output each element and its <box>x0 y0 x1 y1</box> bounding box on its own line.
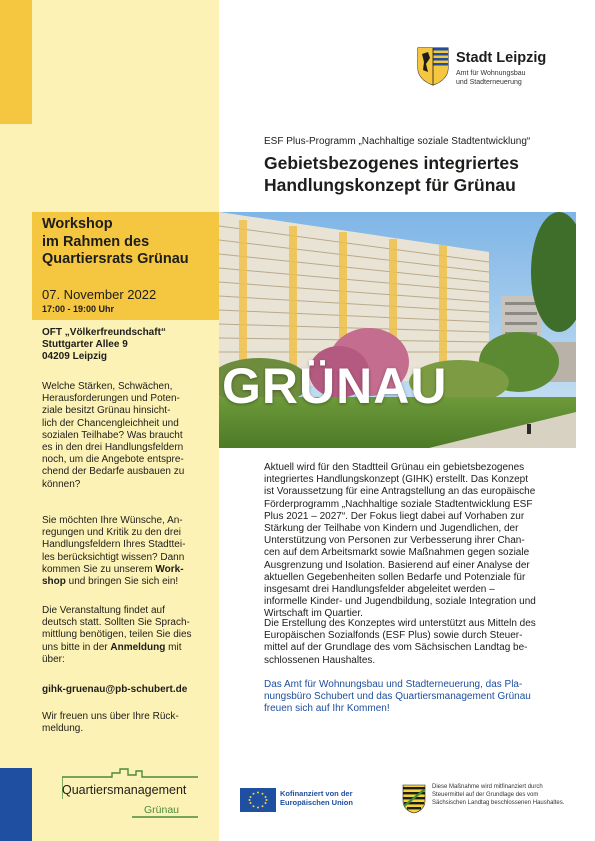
invitation-text: Sie möchten Ihre Wünsche, An- regungen und Kritik zu den drei Handlungsfeldern Ihres Stadttei- les berücksichtigt wissen? Dann kommen Sie zu unserem <box>42 515 186 575</box>
eu-cofinancing-text: Kofinanziert von der Europäischen Union <box>280 789 353 807</box>
workshop-date: 07. November 2022 <box>42 287 157 302</box>
venue-address: OFT „Völkerfreundschaft“ Stuttgarter Allee 9 04209 Leipzig <box>42 327 166 362</box>
eu-flag-icon <box>240 788 276 812</box>
intro-question-paragraph: Welche Stärken, Schwächen, Herausforderungen und Poten- ziale besitzt Grünau hinsicht- lich der Chancengleichheit und sozialen Teilhabe? Was braucht es in den drei Handlungsfeldern noch, um die Angebote entspre- chend der Bedarfe ausbauen zu können? <box>42 381 185 490</box>
funding-logos-panel <box>232 772 582 824</box>
bottom-left-accent-bar <box>0 768 32 841</box>
language-end: mit über: <box>42 641 182 665</box>
logo-subtitle: Amt für Wohnungsbau und Stadterneuerung <box>456 70 526 86</box>
page-headline: Gebietsbezogenes integriertes Handlungskonzept für Grünau <box>264 153 519 195</box>
workshop-title: Workshop im Rahmen des Quartiersrats Grünau <box>42 216 189 267</box>
closing-paragraph: Wir freuen uns über Ihre Rück- meldung. <box>42 711 179 735</box>
top-left-accent-bar <box>0 0 32 124</box>
language-paragraph <box>42 605 214 666</box>
contact-email-link[interactable]: gihk-gruenau@pb-schubert.de <box>42 684 188 695</box>
workshop-box <box>32 212 219 320</box>
saxony-crest-icon <box>402 784 426 814</box>
welcome-paragraph: Das Amt für Wohnungsbau und Stadterneuerung, das Pla- nungsbüro Schubert und das Quartiersmanagement Grünau freuen sich auf Ihr Kommen! <box>264 679 531 715</box>
photo-overlay-title: GRÜNAU <box>222 358 448 414</box>
invitation-bold: Work- shop <box>42 563 184 588</box>
saxony-funding-text: Diese Maßnahme wird mitfinanziert durch Steuermittel auf der Grundlage des vom Sächsischen Landtag beschlossenen Haushaltes. <box>432 784 565 806</box>
language-text: Die Veranstaltung findet auf deutsch statt. Sollten Sie Sprach- mittlung benötigen, teilen Sie dies uns bitte in der <box>42 605 192 653</box>
workshop-time: 17:00 - 19:00 Uhr <box>42 304 115 314</box>
program-line: ESF Plus-Programm „Nachhaltige soziale Stadtentwicklung“ <box>264 136 531 147</box>
funding-paragraph: Die Erstellung des Konzeptes wird unterstützt aus Mitteln des Europäischen Sozialfonds (ESF Plus) sowie durch Steuer- mittel auf der Grundlage des vom Sächsischen Landtag be- schlossenen Haushaltes. <box>264 618 536 666</box>
quartiersmanagement-logo <box>62 767 198 819</box>
qm-city: Grünau <box>144 804 180 816</box>
qm-name: Quartiersmanagement <box>62 783 187 797</box>
invitation-paragraph <box>42 515 214 588</box>
concept-paragraph: Aktuell wird für den Stadtteil Grünau ein gebietsbezogenes integriertes Handlungskonzept (GIHK) erstellt. Das Konzept ist Voraussetzung für eine Antragstellung an das europäische Förderprogramm „Nachhaltige soziale Stadtentwicklung ESF Plus 2021 – 2027“. Der Fokus liegt dabei auf Vorhaben zur Stärkung der Teilhabe von Kindern und Jugendlichen, der Unterstützung von Personen zur Verbesserung ihrer Chan- cen auf dem Arbeitsmarkt sowie Maßnahmen gegen soziale Ausgrenzung und Isolation. Basierend auf einer Analyse der aktuellen Gegebenheiten sollen Bedarfe und Potenziale für insgesamt drei Handlungsfelder abgeleitet werden – informelle Kinder- und Jugendbildung, soziale Integration und Wirtschaft im Quartier. <box>264 462 536 620</box>
registration-bold: Anmeldung <box>110 641 166 653</box>
leipzig-crest-icon <box>416 46 450 86</box>
invitation-end: und bringen Sie sich ein! <box>65 576 179 588</box>
stadt-leipzig-logo <box>416 46 576 88</box>
logo-title: Stadt Leipzig <box>456 50 547 66</box>
